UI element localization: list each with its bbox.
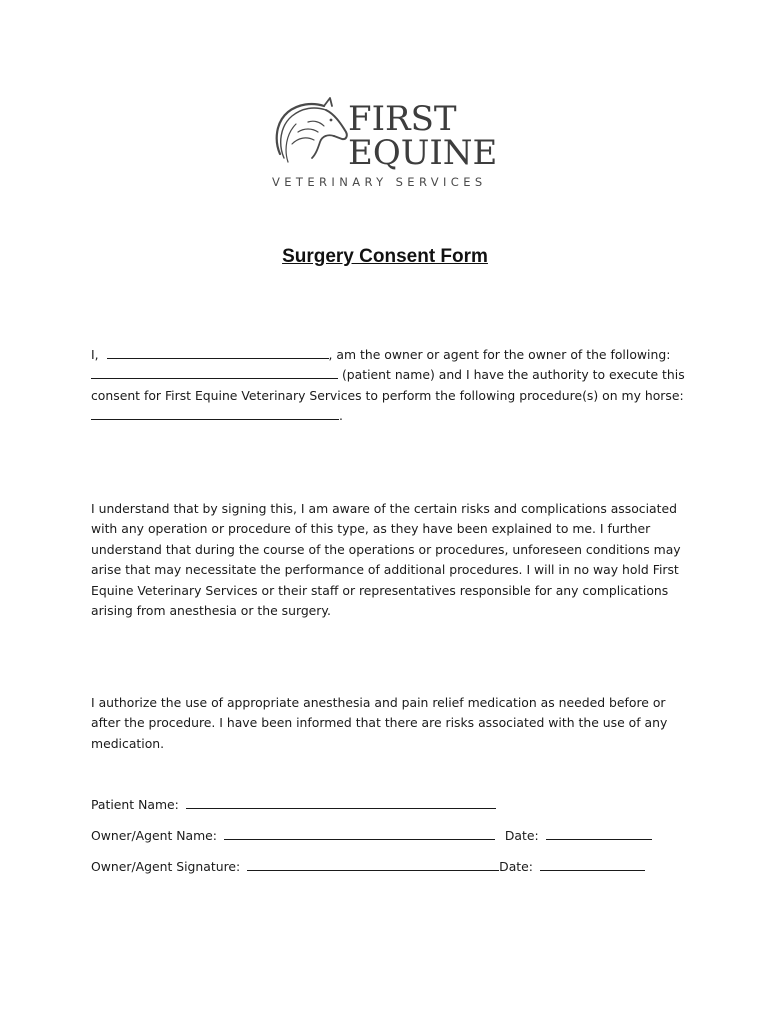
anesthesia-line: medication. — [91, 735, 165, 751]
company-logo — [268, 92, 504, 192]
patient-name-field — [91, 795, 496, 815]
signature-date-label: Date: — [499, 859, 533, 874]
logo-word-equine: EQUINE — [348, 133, 498, 173]
ownership-line-4-end: . — [339, 408, 343, 424]
risk-line: arise that may necessitate the performance of additional procedures. I will in no way hold First — [91, 562, 679, 578]
risk-line: with any operation or procedure of this type, as they have been explained to me. I further — [91, 521, 651, 537]
ownership-line-2-end: (patient name) and I have the authority to execute this — [341, 367, 685, 383]
owner-date-input[interactable] — [546, 826, 652, 840]
anesthesia-line: I authorize the use of appropriate anesthesia and pain relief medication as needed before or — [91, 695, 666, 710]
owner-signature-field — [91, 857, 645, 877]
form-title: Surgery Consent Form — [282, 246, 488, 267]
procedure-blank[interactable] — [91, 406, 339, 420]
ownership-line-3: consent for First Equine Veterinary Services to perform the following procedure(s) on my horse: — [91, 387, 684, 403]
risk-line: I understand that by signing this, I am aware of the certain risks and complications associated — [91, 501, 677, 516]
risk-paragraph — [91, 499, 681, 621]
ownership-line-1-end: , am the owner or agent for the owner of the following: — [328, 347, 671, 362]
risk-line: arising from anesthesia or the surgery. — [91, 602, 331, 618]
horse-head-icon — [268, 92, 352, 172]
patient-name-label: Patient Name: — [91, 797, 179, 812]
logo-subtitle: VETERINARY SERVICES — [272, 175, 487, 189]
owner-signature-label: Owner/Agent Signature: — [91, 859, 241, 874]
owner-name-field — [91, 826, 652, 846]
ownership-paragraph — [91, 345, 685, 427]
anesthesia-paragraph — [91, 693, 667, 754]
risk-line: understand that during the course of the operations or procedures, unforeseen conditions may — [91, 541, 681, 557]
owner-name-blank[interactable] — [107, 345, 329, 359]
logo-word-first: FIRST — [348, 99, 457, 139]
owner-name-input[interactable] — [224, 826, 495, 840]
signature-date-input[interactable] — [540, 857, 645, 871]
owner-date-label: Date: — [504, 828, 539, 843]
patient-name-blank[interactable] — [91, 365, 338, 379]
anesthesia-line: after the procedure. I have been informed that there are risks associated with the use of any — [91, 715, 668, 731]
risk-line: Equine Veterinary Services or their staff or representatives responsible for any complications — [91, 582, 669, 598]
patient-name-input[interactable] — [186, 795, 496, 809]
owner-signature-input[interactable] — [247, 857, 499, 871]
owner-name-label: Owner/Agent Name: — [91, 828, 217, 843]
ownership-line-1-start: I, — [91, 347, 99, 362]
